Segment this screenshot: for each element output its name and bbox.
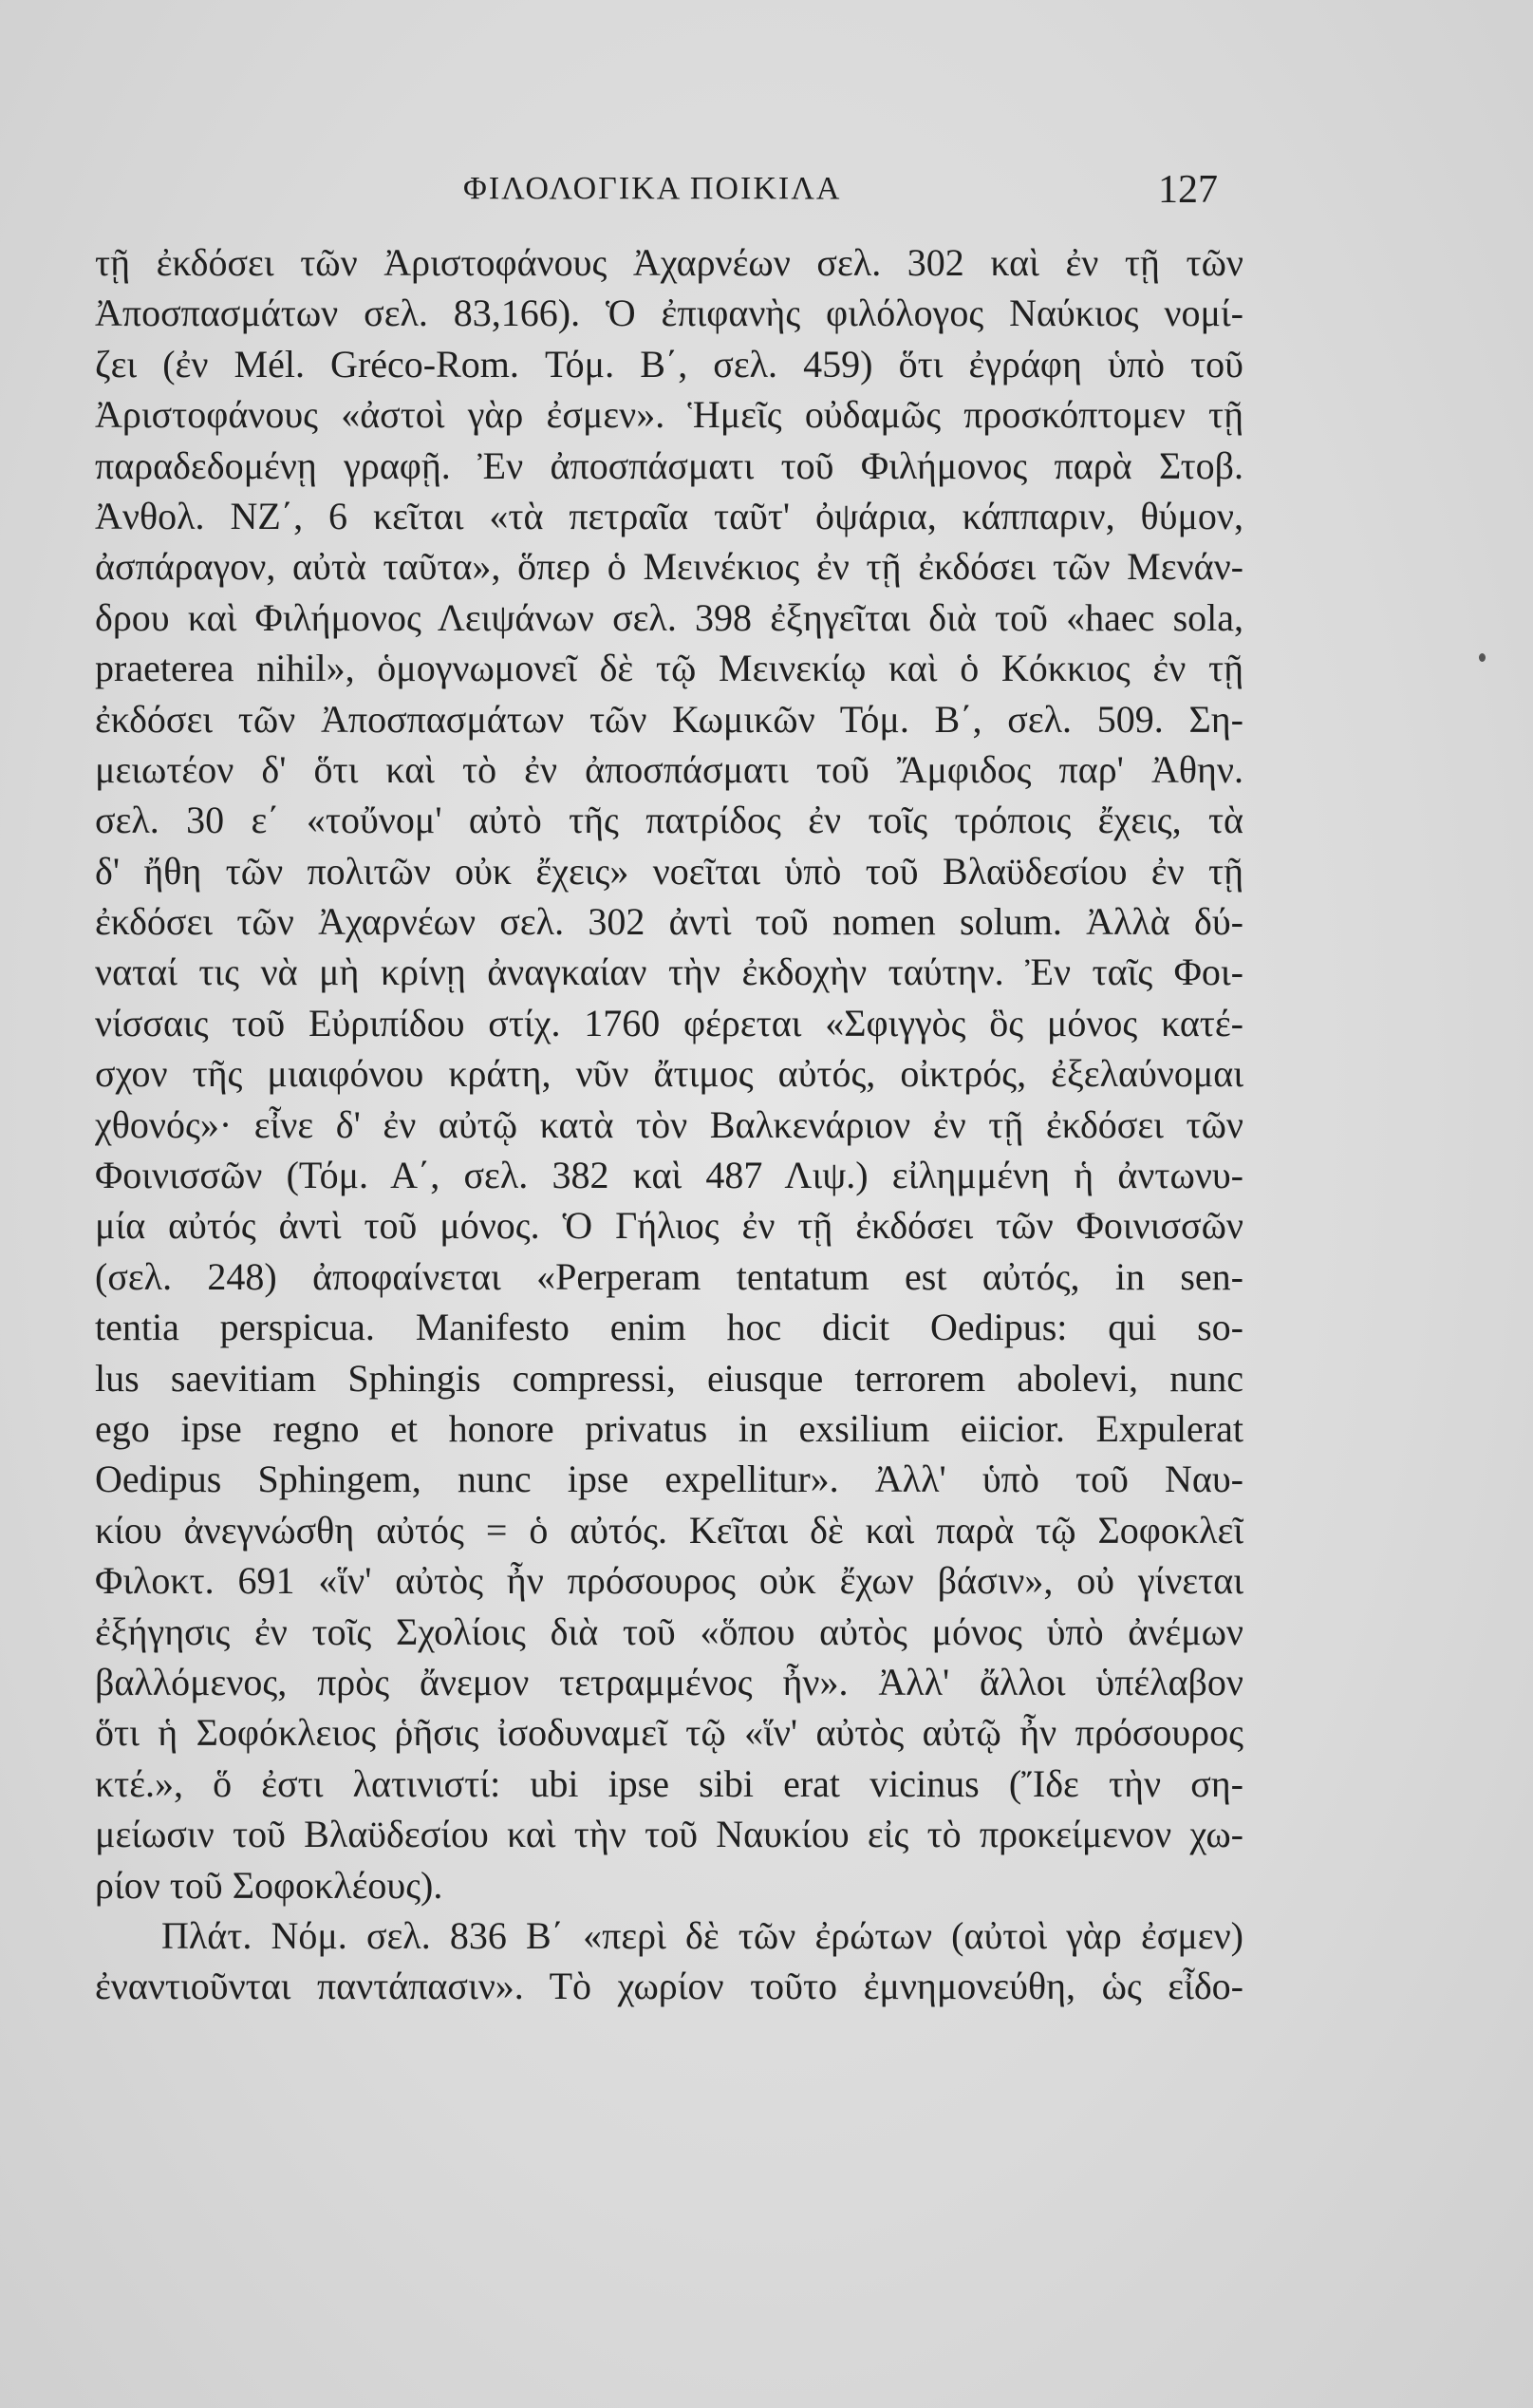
running-head: ΦΙΛΟΛΟΓΙΚΑ ΠΟΙΚΙΛΑ [463,171,842,206]
text-line: Ἀποσπασμάτων σελ. 83,166). Ὁ ἐπιφανὴς φιλόλογος Ναύκιος νομί- [95,292,1243,335]
text-line: κτέ.», ὅ ἐστι λατινιστί: ubi ipse sibi erat vicinus (Ἴδε τὴν ση- [95,1761,1243,1805]
text-line: Πλάτ. Νόμ. σελ. 836 Β΄ «περὶ δὲ τῶν ἐρώτων (αὐτοὶ γὰρ ἐσμεν) [161,1913,1243,1957]
text-line: ἐξήγησις ἐν τοῖς Σχολίοις διὰ τοῦ «ὅπου αὐτὸς μόνος ὑπὸ ἀνέμων [95,1609,1243,1653]
text-line: lus saevitiam Sphingis compressi, eiusque terrorem abolevi, nunc [95,1356,1243,1400]
text-line: ἐκδόσει τῶν Ἀχαρνέων σελ. 302 ἀντὶ τοῦ nomen solum. Ἀλλὰ δύ- [95,900,1243,944]
text-line: κίου ἀνεγνώσθη αὐτός = ὁ αὐτός. Κεῖται δὲ καὶ παρὰ τῷ Σοφοκλεῖ [95,1508,1243,1552]
body-text [95,237,1243,2012]
text-line: μία αὐτός ἀντὶ τοῦ μόνος. Ὁ Γήλιος ἐν τῇ ἐκδόσει τῶν Φοινισσῶν [95,1204,1243,1248]
text-line: ἐκδόσει τῶν Ἀποσπασμάτων τῶν Κωμικῶν Τόμ. Β΄, σελ. 509. Ση- [95,697,1243,741]
text-line: βαλλόμενος, πρὸς ἄνεμον τετραμμένος ἦν». Ἀλλ' ἄλλοι ὑπέλαβον [95,1660,1243,1703]
text-line: Φοινισσῶν (Τόμ. Α΄, σελ. 382 καὶ 487 Λιψ.) εἰλημμένη ἡ ἀντωνυ- [95,1154,1243,1197]
text-line: σχον τῆς μιαιφόνου κράτη, νῦν ἄτιμος αὐτός, οἰκτρός, ἐξελαύνομαι [95,1052,1243,1096]
text-line: Ἀνθολ. ΝΖ΄, 6 κεῖται «τὰ πετραῖα ταῦτ' ὀψάρια, κάππαριν, θύμον, [95,494,1243,537]
text-line: ego ipse regno et honore privatus in exsilium eiicior. Expulerat [95,1406,1243,1450]
text-line: Φιλοκτ. 691 «ἵν' αὐτὸς ἦν πρόσουρος οὐκ ἔχων βάσιν», οὐ γίνεται [95,1559,1243,1603]
text-line: Ἀριστοφάνους «ἀστοὶ γὰρ ἐσμεν». Ἡμεῖς οὐδαμῶς προσκόπτομεν τῇ [95,393,1243,437]
paper-speck [1479,653,1486,662]
text-line: Oedipus Sphingem, nunc ipse expellitur». Ἀλλ' ὑπὸ τοῦ Ναυ- [95,1458,1243,1501]
text-line: μείωσιν τοῦ Βλαϋδεσίου καὶ τὴν τοῦ Ναυκίου εἰς τὸ προκείμενον χω- [95,1813,1243,1856]
text-line: νίσσαις τοῦ Εὐριπίδου στίχ. 1760 φέρεται «Σφιγγὸς ὃς μόνος κατέ- [95,1001,1243,1044]
page-number: 127 [1158,168,1218,212]
text-line: ὅτι ἡ Σοφόκλειος ῥῆσις ἰσοδυναμεῖ τῷ «ἵν' αὐτὸς αὐτῷ ἦν πρόσουρος [95,1711,1243,1755]
text-line: δρου καὶ Φιλήμονος Λειψάνων σελ. 398 ἐξηγεῖται διὰ τοῦ «haec sola, [95,595,1243,639]
page-header [0,167,1533,224]
text-line: ρίον τοῦ Σοφοκλέους). [95,1863,443,1907]
text-line: μειωτέον δ' ὅτι καὶ τὸ ἐν ἀποσπάσματι τοῦ Ἄμφιδος παρ' Ἀθην. [95,747,1243,791]
text-line: tentia perspicua. Manifesto enim hoc dicit Oedipus: qui so- [95,1306,1243,1349]
text-line: ναταί τις νὰ μὴ κρίνῃ ἀναγκαίαν τὴν ἐκδοχὴν ταύτην. Ἐν ταῖς Φοι- [95,950,1243,994]
text-line: ἀσπάραγον, αὐτὰ ταῦτα», ὅπερ ὁ Μεινέκιος ἐν τῇ ἐκδόσει τῶν Μενάν- [95,545,1243,589]
text-line: παραδεδομένῃ γραφῇ. Ἐν ἀποσπάσματι τοῦ Φιλήμονος παρὰ Στοβ. [95,443,1243,487]
text-line: χθονός»· εἶνε δ' ἐν αὐτῷ κατὰ τὸν Βαλκενάριον ἐν τῇ ἐκδόσει τῶν [95,1102,1243,1146]
text-line: ζει (ἐν Mél. Gréco-Rom. Τόμ. Β΄, σελ. 459) ὅτι ἐγράφη ὑπὸ τοῦ [95,342,1243,386]
text-line: σελ. 30 ε΄ «τοὔνομ' αὐτὸ τῆς πατρίδος ἐν τοῖς τρόποις ἔχεις, τὰ [95,799,1243,842]
text-line: δ' ἤθη τῶν πολιτῶν οὐκ ἔχεις» νοεῖται ὑπὸ τοῦ Βλαϋδεσίου ἐν τῇ [95,849,1243,893]
text-line: praeterea nihil», ὁμογνωμονεῖ δὲ τῷ Μεινεκίῳ καὶ ὁ Κόκκιος ἐν τῇ [95,647,1243,690]
text-line: (σελ. 248) ἀποφαίνεται «Perperam tentatum est αὐτός, in sen- [95,1254,1243,1298]
text-line: ἐναντιοῦνται παντάπασιν». Τὸ χωρίον τοῦτο ἐμνημονεύθη, ὡς εἶδο- [95,1965,1243,2008]
text-line: τῇ ἐκδόσει τῶν Ἀριστοφάνους Ἀχαρνέων σελ. 302 καὶ ἐν τῇ τῶν [95,241,1243,284]
